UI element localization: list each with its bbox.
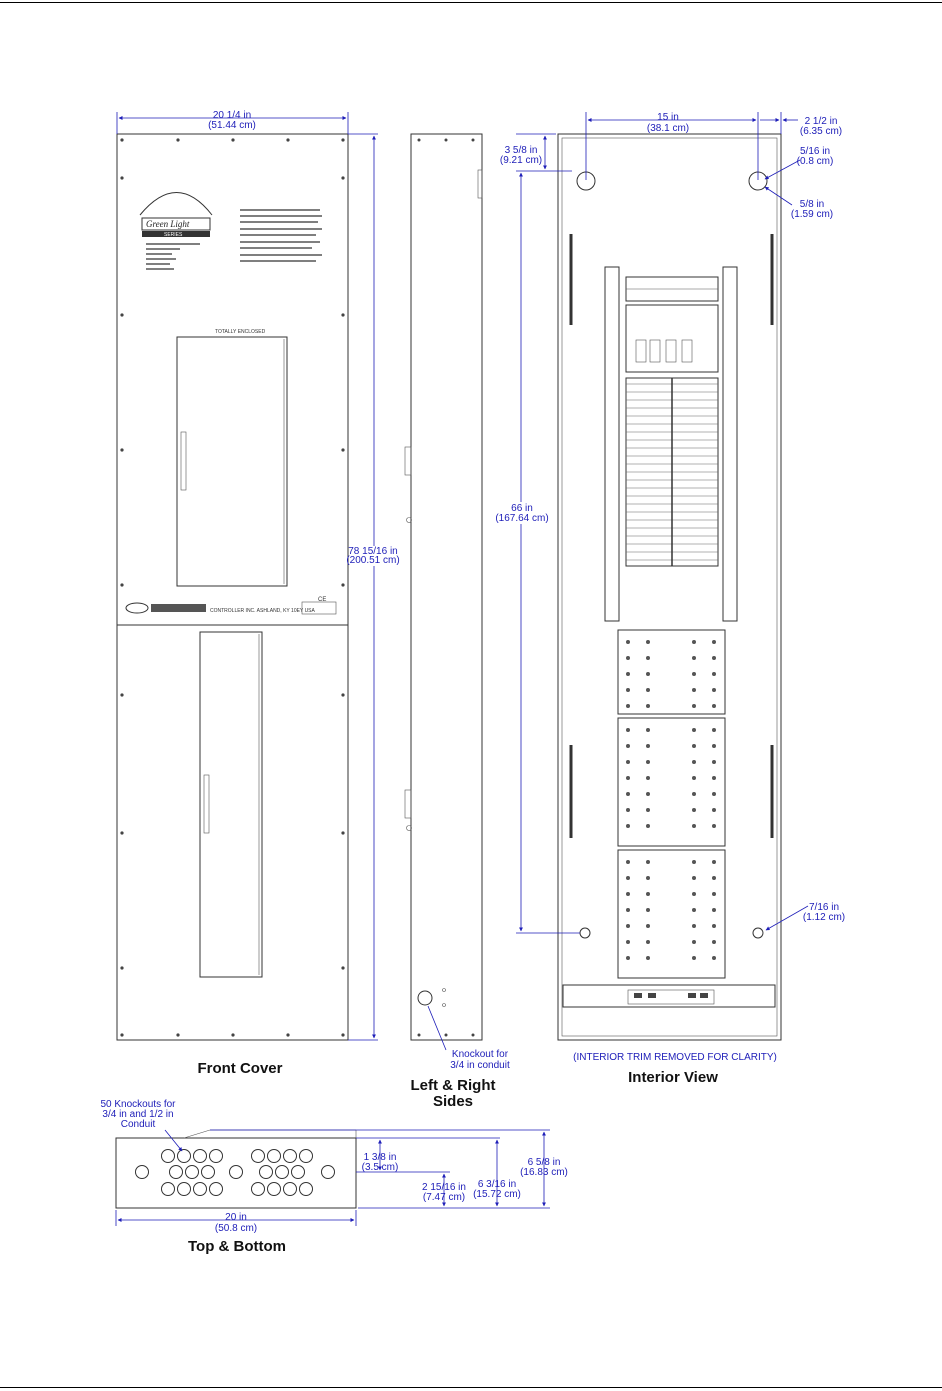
terminal-dot — [626, 808, 630, 812]
terminal-dot — [626, 860, 630, 864]
interior-outline — [558, 134, 781, 1040]
terminal-dot — [646, 808, 650, 812]
terminal-dot — [712, 760, 716, 764]
nameplate-brand — [151, 604, 206, 612]
terminal-dot — [692, 956, 696, 960]
lower-door-handle — [204, 775, 209, 833]
mount-hole-bottom-right — [753, 928, 763, 938]
terminal-dot — [646, 656, 650, 660]
knockout — [300, 1183, 313, 1196]
panelboard — [605, 267, 737, 621]
terminal-dot — [692, 776, 696, 780]
terminal-dot — [692, 908, 696, 912]
terminal-dot — [646, 776, 650, 780]
top-bottom-view — [100, 1099, 567, 1255]
terminal-dot — [646, 860, 650, 864]
terminal-dot — [692, 640, 696, 644]
dim-2-5-in: 2 1/2 in — [804, 116, 838, 127]
hinge-upper — [405, 447, 411, 475]
terminal-dot — [626, 760, 630, 764]
terminal-dot — [712, 728, 716, 732]
terminal-dot — [626, 940, 630, 944]
knockouts-label-2: 3/4 in and 1/2 in — [102, 1109, 174, 1120]
front-cover-caption: Front Cover — [197, 1060, 283, 1077]
terminal-dot — [646, 792, 650, 796]
dim-1-38-cm: (3.5 cm) — [361, 1162, 399, 1173]
top-bottom-outline — [116, 1138, 356, 1208]
terminal-dot — [712, 892, 716, 896]
terminal-dot — [712, 924, 716, 928]
knockout — [268, 1183, 281, 1196]
door-label: TOTALLY ENCLOSED — [215, 329, 266, 335]
dim-6-5-cm: (16.83 cm) — [520, 1167, 568, 1178]
terminal-dot — [646, 876, 650, 880]
knockout — [210, 1183, 223, 1196]
terminal-dot — [712, 860, 716, 864]
knockout — [194, 1183, 207, 1196]
knockout-label-1: Knockout for — [451, 1049, 509, 1060]
terminal-dot — [712, 704, 716, 708]
knockout — [322, 1166, 335, 1179]
knockout — [276, 1166, 289, 1179]
knockout — [178, 1183, 191, 1196]
knockout — [268, 1150, 281, 1163]
mount-hole-bottom-left — [580, 928, 590, 938]
logo-sub-text: SERIES — [164, 232, 183, 238]
terminal-dot — [712, 744, 716, 748]
knockout — [230, 1166, 243, 1179]
terminal-dot — [646, 728, 650, 732]
terminal-dot — [646, 688, 650, 692]
upper-door — [177, 337, 287, 586]
knockouts-label-1: 50 Knockouts for — [100, 1099, 176, 1110]
terminal-dot — [692, 808, 696, 812]
knockout — [252, 1150, 265, 1163]
top-bottom-caption: Top & Bottom — [187, 1238, 287, 1255]
front-cover — [117, 110, 400, 1077]
terminal-dot — [692, 728, 696, 732]
knockout-label-2: 3/4 in conduit — [450, 1060, 510, 1071]
dim-15-in: 15 in — [657, 112, 679, 123]
front-height-in: 78 15/16 in — [348, 546, 398, 557]
dim-20-cm: (50.8 cm) — [214, 1223, 258, 1234]
terminal-dot — [626, 776, 630, 780]
terminal-dot — [646, 924, 650, 928]
terminal-dot — [692, 824, 696, 828]
knockout — [202, 1166, 215, 1179]
sides-caption-1: Left & Right — [410, 1077, 496, 1094]
terminal-dot — [692, 688, 696, 692]
terminal-dot — [646, 744, 650, 748]
knockout — [162, 1183, 175, 1196]
logo-text: Green Light — [146, 219, 190, 229]
knockout — [194, 1150, 207, 1163]
knockout — [178, 1150, 191, 1163]
side-knockout — [418, 991, 432, 1005]
knockout — [162, 1150, 175, 1163]
front-height-cm: (200.51 cm) — [346, 555, 400, 566]
nameplate-logo — [126, 603, 148, 613]
interior-note: (INTERIOR TRIM REMOVED FOR CLARITY) — [573, 1052, 777, 1063]
dim-5-8-cm: (1.59 cm) — [790, 209, 834, 220]
dim-7-16-in: 7/16 in — [808, 902, 840, 913]
control-module-1 — [618, 630, 725, 714]
front-width-cm: (51.44 cm) — [208, 120, 256, 131]
dim-5-16-cm: (0.8 cm) — [796, 156, 834, 167]
terminal-dot — [646, 672, 650, 676]
terminal-dot — [646, 760, 650, 764]
terminal-dot — [626, 824, 630, 828]
control-module-3 — [618, 850, 725, 978]
terminal-dot — [712, 808, 716, 812]
interior-view — [495, 112, 845, 1086]
knockout — [284, 1183, 297, 1196]
terminal-dot — [712, 956, 716, 960]
ce-mark: CE — [318, 597, 327, 603]
knockout — [136, 1166, 149, 1179]
terminal-dot — [692, 792, 696, 796]
terminal-dot — [626, 704, 630, 708]
terminal-dot — [692, 656, 696, 660]
dim-6-3-cm: (15.72 cm) — [473, 1189, 521, 1200]
terminal-dot — [692, 744, 696, 748]
terminal-dot — [692, 760, 696, 764]
nameplate-text: CONTROLLER INC. ASHLAND, KY 10EY USA — [210, 608, 315, 614]
lower-door — [200, 632, 262, 977]
sides-caption-2: Sides — [432, 1093, 474, 1110]
terminal-dot — [712, 640, 716, 644]
knockout — [260, 1166, 273, 1179]
terminal-dot — [692, 940, 696, 944]
dim-5-16-in: 5/16 in — [799, 146, 831, 157]
terminal-dot — [626, 656, 630, 660]
side-outline — [411, 134, 482, 1040]
terminal-dot — [626, 892, 630, 896]
terminal-dot — [712, 656, 716, 660]
terminal-dot — [712, 876, 716, 880]
dim-7-16-cm: (1.12 cm) — [802, 912, 846, 923]
terminal-dot — [646, 908, 650, 912]
knockout — [300, 1150, 313, 1163]
front-cover-screws — [120, 138, 344, 1036]
knockout — [186, 1166, 199, 1179]
dim-15-cm: (38.1 cm) — [646, 123, 690, 134]
terminal-dot — [626, 728, 630, 732]
terminal-dot — [646, 824, 650, 828]
terminal-dot — [626, 908, 630, 912]
terminal-dot — [712, 776, 716, 780]
dim-3-58-in: 3 5/8 in — [504, 145, 538, 156]
knockouts — [136, 1150, 335, 1196]
dim-20-in: 20 in — [225, 1212, 247, 1223]
knockout — [292, 1166, 305, 1179]
sides-view — [405, 134, 510, 1110]
terminal-dot — [646, 704, 650, 708]
control-modules — [618, 630, 725, 978]
terminal-dot — [712, 824, 716, 828]
dim-2-5-cm: (6.35 cm) — [799, 126, 843, 137]
dim-2-15-in: 2 15/16 in — [422, 1182, 466, 1193]
upper-door-handle — [181, 432, 186, 490]
dim-66-in: 66 in — [511, 503, 533, 514]
terminal-dot — [712, 908, 716, 912]
terminal-dot — [626, 956, 630, 960]
interior-caption: Interior View — [628, 1069, 718, 1086]
dim-6-5-in: 6 5/8 in — [527, 1157, 561, 1168]
terminal-dot — [646, 956, 650, 960]
terminal-dot — [692, 672, 696, 676]
terminal-dot — [712, 940, 716, 944]
terminal-dot — [692, 860, 696, 864]
terminal-dot — [692, 924, 696, 928]
knockout — [210, 1150, 223, 1163]
terminal-dot — [626, 688, 630, 692]
knockout — [170, 1166, 183, 1179]
terminal-dot — [646, 940, 650, 944]
front-cover-outline — [117, 134, 348, 1040]
dim-6-3-in: 6 3/16 in — [477, 1179, 517, 1190]
terminal-dot — [646, 640, 650, 644]
terminal-dot — [692, 704, 696, 708]
terminal-dot — [712, 792, 716, 796]
terminal-dot — [626, 792, 630, 796]
terminal-dot — [712, 672, 716, 676]
front-width-in: 20 1/4 in — [212, 110, 252, 121]
terminal-dot — [626, 876, 630, 880]
knockouts-label-3: Conduit — [120, 1119, 156, 1130]
control-module-2 — [618, 718, 725, 846]
knockout — [284, 1150, 297, 1163]
dim-1-38-in: 1 3/8 in — [363, 1152, 397, 1163]
terminal-dot — [692, 876, 696, 880]
hinge-lower — [405, 790, 411, 818]
terminal-dot — [712, 688, 716, 692]
terminal-dot — [626, 672, 630, 676]
dim-66-cm: (167.64 cm) — [495, 513, 549, 524]
terminal-dot — [626, 744, 630, 748]
knockout — [252, 1183, 265, 1196]
terminal-dot — [626, 924, 630, 928]
terminal-dot — [626, 640, 630, 644]
terminal-dot — [692, 892, 696, 896]
dim-2-15-cm: (7.47 cm) — [422, 1192, 466, 1203]
dim-3-58-cm: (9.21 cm) — [499, 155, 543, 166]
terminal-dot — [646, 892, 650, 896]
green-light-logo — [140, 193, 212, 239]
dim-5-8-in: 5/8 in — [799, 199, 825, 210]
